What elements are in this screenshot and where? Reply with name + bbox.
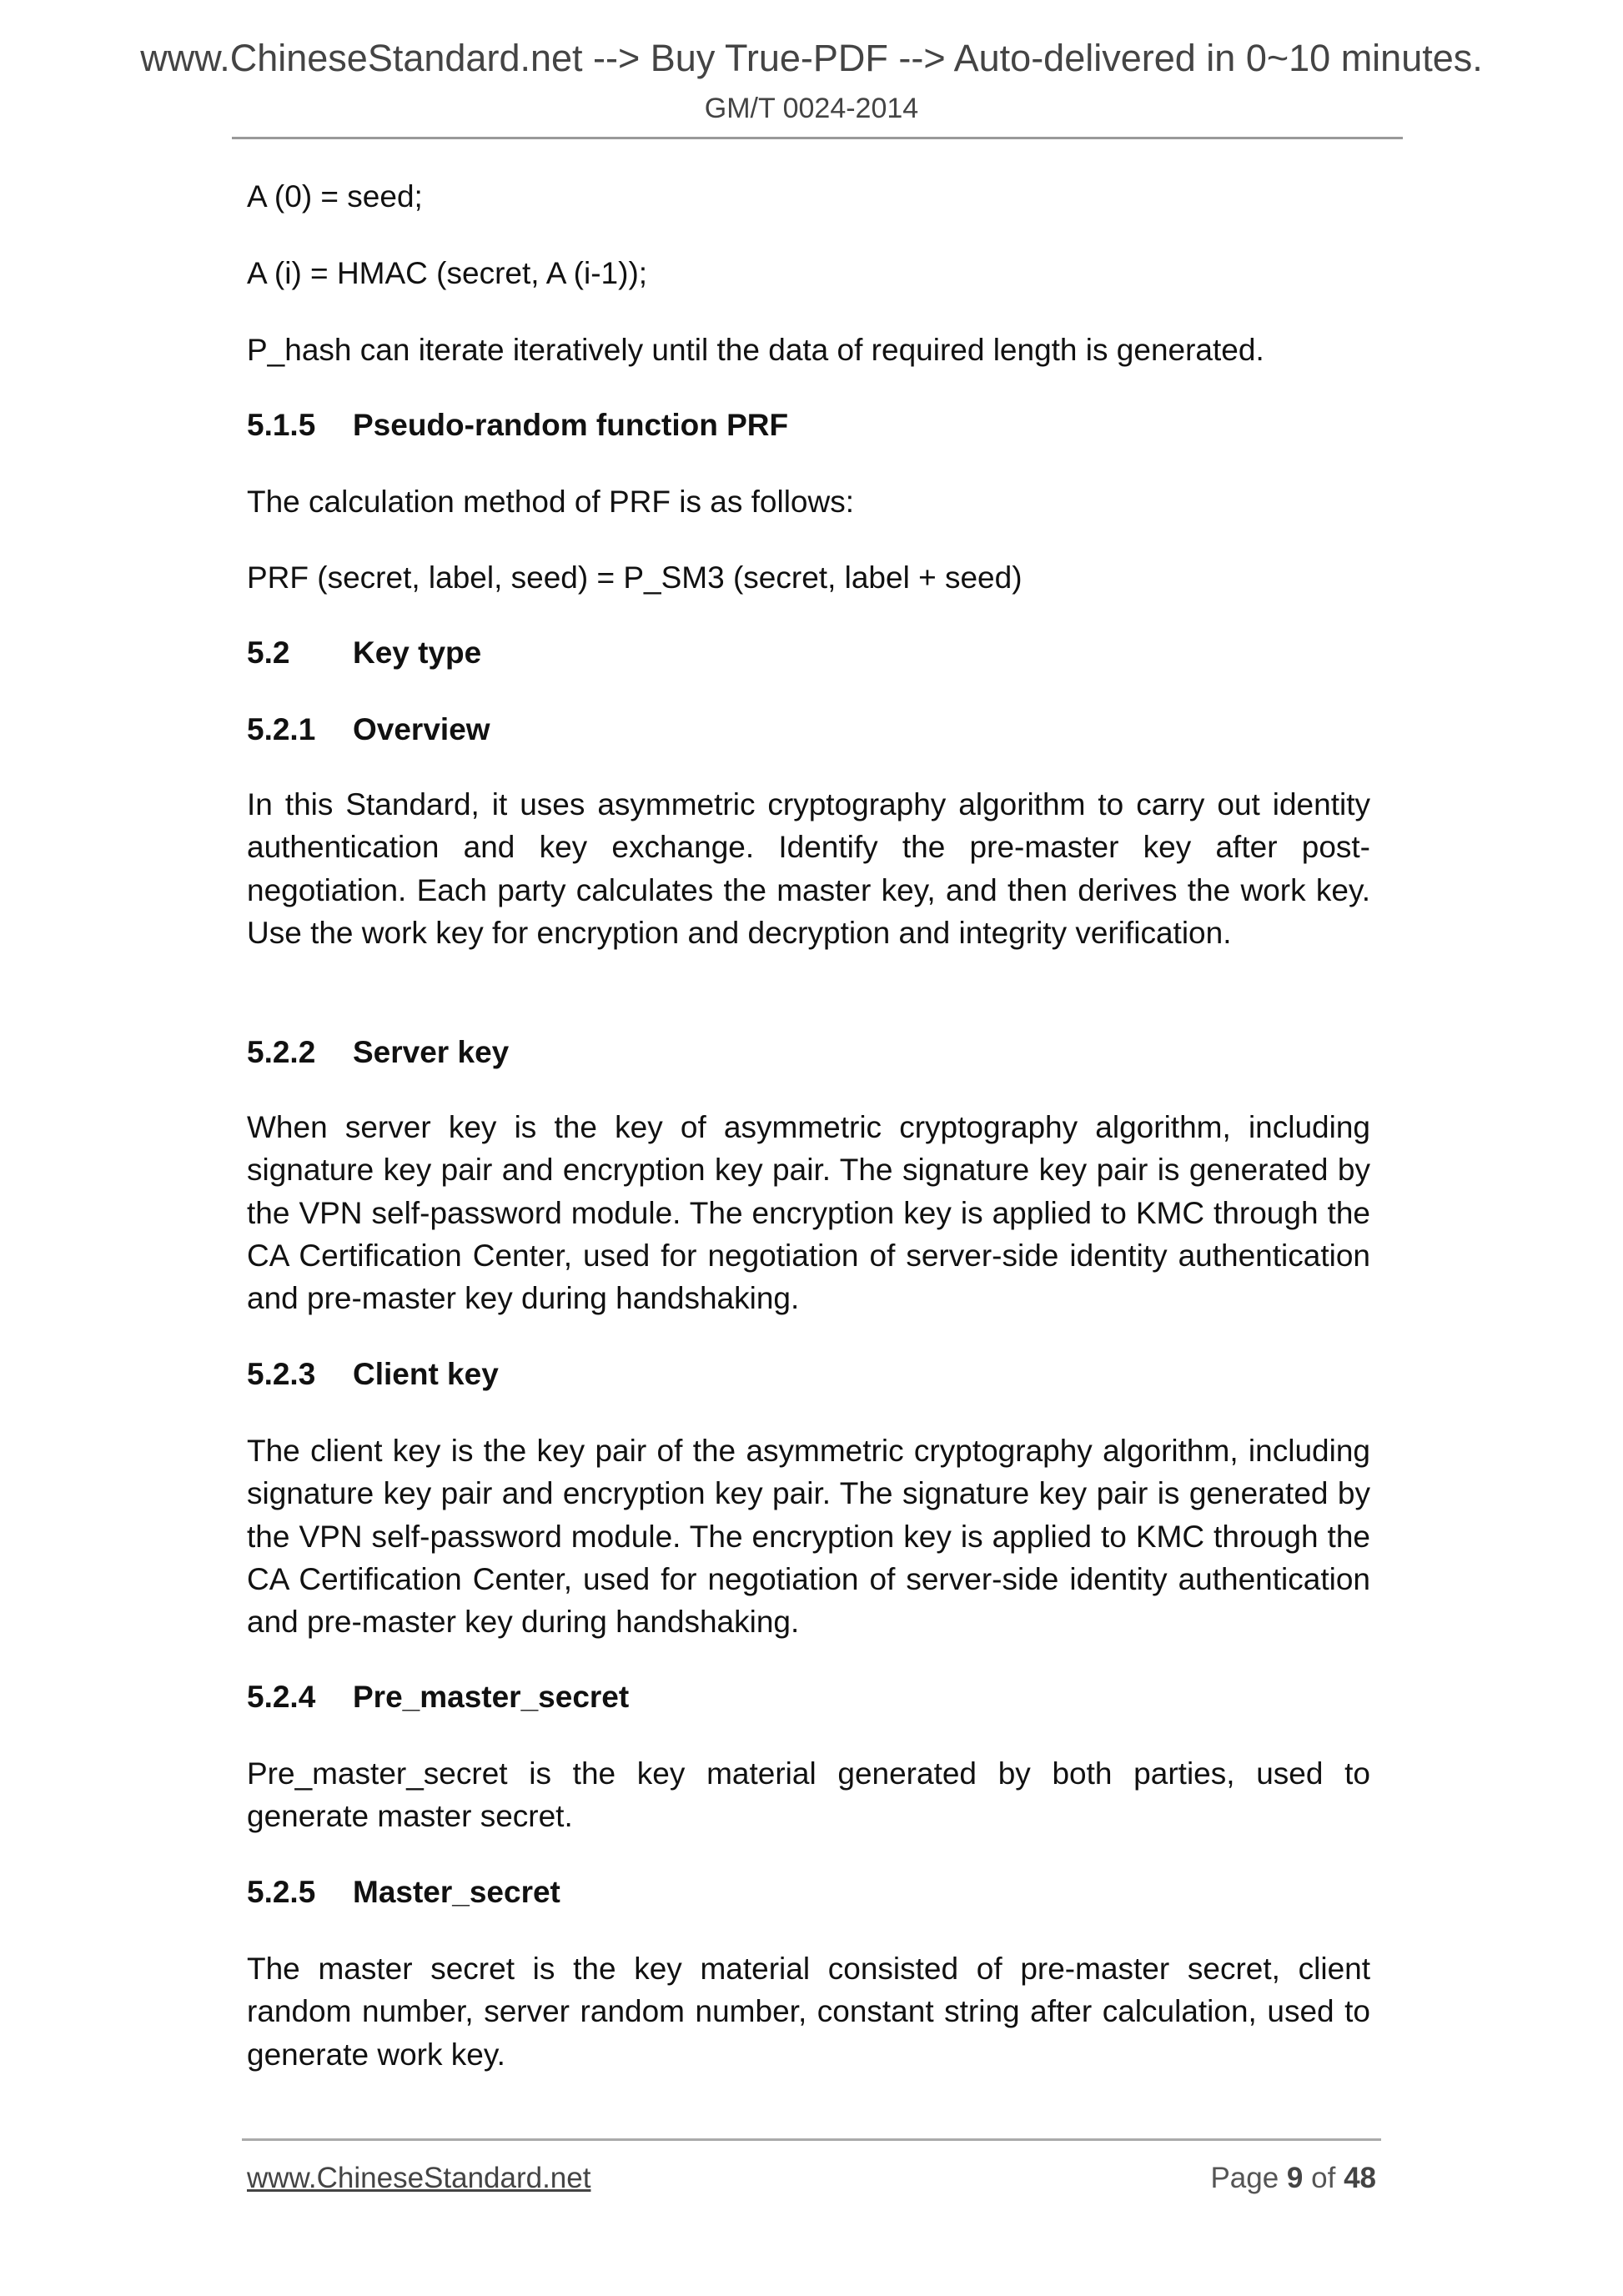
paragraph-phash: P_hash can iterate iteratively until the data of required length is generated. [247, 333, 1264, 367]
section-number: 5.2.4 [247, 1680, 316, 1714]
standard-code: GM/T 0024-2014 [704, 93, 919, 124]
formula-prf: PRF (secret, label, seed) = P_SM3 (secret, label + seed) [247, 560, 1023, 595]
section-number: 5.2.2 [247, 1035, 316, 1069]
paragraph: Pre_master_secret is the key material generated by both parties, used to generate master secret. [247, 1756, 1370, 1834]
footer-divider [242, 2138, 1381, 2141]
section-title: Key type [353, 636, 482, 670]
section-number: 5.2.5 [247, 1875, 316, 1909]
paragraph: The client key is the key pair of the asymmetric cryptography algorithm, including signature key pair and encryption key pair. The signature key pair is generated by the VPN self-password module. The encryption key is applied to KMC through the CA Certification Center, used for negotiation of server-side identity authentication and pre-master key during handshaking. [247, 1434, 1370, 1640]
heading-5-1-5 [247, 404, 1370, 446]
header-banner[interactable]: www.ChineseStandard.net --> Buy True-PDF --> Auto-delivered in 0~10 minutes. [140, 37, 1483, 79]
section-title: Master_secret [353, 1875, 560, 1909]
section-title: Pseudo-random function PRF [353, 408, 789, 442]
current-page: 9 [1286, 2162, 1304, 2194]
heading-5-2-1 [247, 708, 1370, 751]
formula-ai: A (i) = HMAC (secret, A (i-1)); [247, 256, 648, 290]
formula-a0: A (0) = seed; [247, 179, 423, 214]
heading-5-2-2 [247, 1031, 1370, 1073]
header-divider [232, 137, 1403, 139]
section-number: 5.2.1 [247, 712, 316, 746]
page-label: Page [1210, 2162, 1279, 2194]
section-number: 5.1.5 [247, 408, 316, 442]
heading-5-2-3 [247, 1353, 1370, 1395]
footer-link[interactable]: www.ChineseStandard.net [247, 2162, 591, 2194]
of-label: of [1311, 2162, 1336, 2194]
heading-5-2-4 [247, 1676, 1370, 1718]
total-pages: 48 [1344, 2162, 1376, 2194]
section-title: Overview [353, 712, 490, 746]
paragraph: The calculation method of PRF is as follows: [247, 485, 854, 519]
section-number: 5.2 [247, 636, 290, 670]
section-title: Client key [353, 1357, 499, 1391]
section-title: Server key [353, 1035, 510, 1069]
paragraph: In this Standard, it uses asymmetric cryptography algorithm to carry out identity authentication and key exchange. Identify the pre-master key after post-negotiation. Each party calculates the master key, and then derives the work key. Use the work key for encryption and decryption and integrity verification. [247, 787, 1370, 950]
paragraph: The master secret is the key material consisted of pre-master secret, client random number, server random number, constant string after calculation, used to generate work key. [247, 1952, 1370, 2072]
page-number [1210, 2162, 1376, 2195]
section-title: Pre_master_secret [353, 1680, 630, 1714]
section-number: 5.2.3 [247, 1357, 316, 1391]
heading-5-2-5 [247, 1871, 1370, 1913]
heading-5-2 [247, 631, 1370, 674]
paragraph: When server key is the key of asymmetric cryptography algorithm, including signature key pair and encryption key pair. The signature key pair is generated by the VPN self-password module. The encryption key is applied to KMC through the CA Certification Center, used for negotiation of server-side identity authentication and pre-master key during handshaking. [247, 1110, 1370, 1316]
